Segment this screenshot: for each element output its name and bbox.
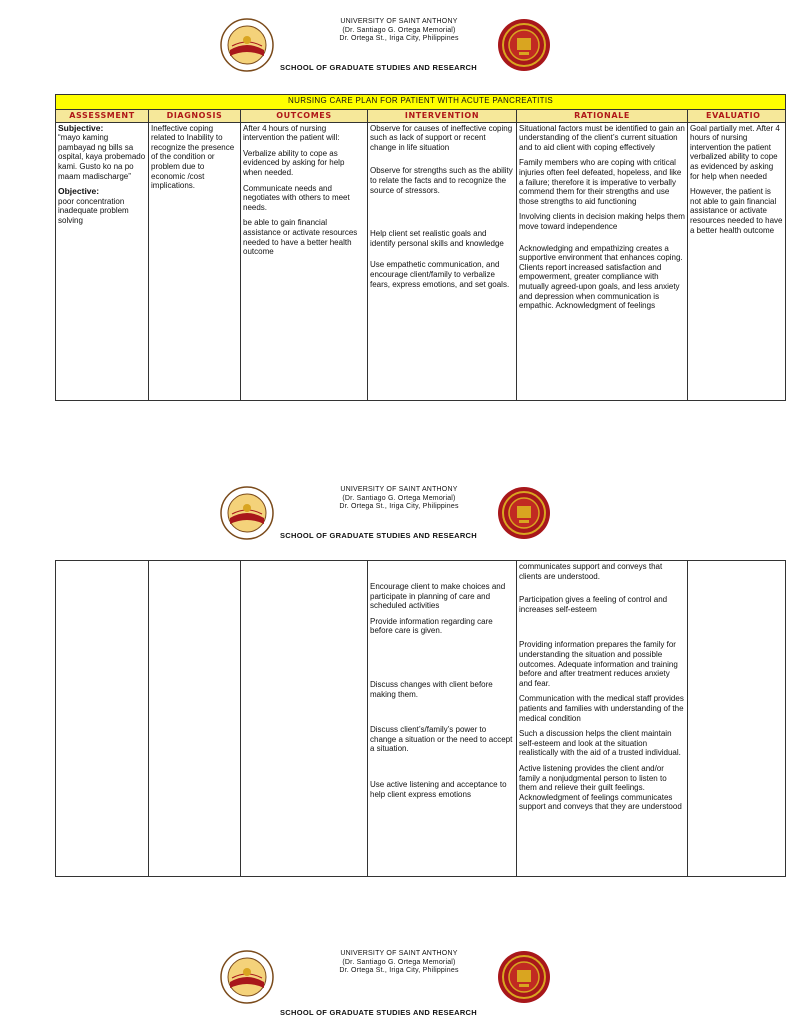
university-name-block [314, 18, 484, 44]
outcome-item: Communicate needs and negotiates with others to meet needs. [243, 183, 350, 212]
university-seal-left-icon [220, 18, 274, 72]
school-name: SCHOOL OF GRADUATE STUDIES AND RESEARCH [280, 1008, 477, 1017]
rationale-item: communicates support and conveys that clients are understood. [519, 562, 663, 581]
university-address: Dr. Ortega St., Iriga City, Philippines [339, 967, 459, 974]
rationale-item: Active listening provides the client and/or family a nonjudgmental person to listen to them and relieve their guilt feelings. Acknowledgment of feelings communicates support and conveys that they are understood [519, 763, 682, 812]
rationale-item: Situational factors must be identified to gain an understanding of the client’s current situation and to aid client with coping effectively [519, 123, 685, 152]
rationale-item: Involving clients in decision making helps them move toward independence [519, 212, 685, 231]
university-seal-left-icon [220, 486, 274, 540]
column-header-outcomes: OUTCOMES [241, 110, 368, 123]
outcomes-cell [241, 122, 368, 400]
column-header-intervention: INTERVENTION [368, 110, 517, 123]
rationale-item: Participation gives a feeling of control and increases self-esteem [519, 595, 668, 614]
subjective-text: “mayo kaming pambayad ng bills sa ospital, kaya probemado kami. Gusto ko na po maam madischarge” [58, 133, 146, 181]
evaluation-item: Goal partially met. After 4 hours of nursing intervention the patient verbalized ability to cope as evidenced by asking for help when needed [690, 123, 780, 181]
page-header-1 [0, 18, 768, 78]
page-2-table-area [0, 560, 768, 878]
rationale-cell [517, 561, 688, 877]
school-name: SCHOOL OF GRADUATE STUDIES AND RESEARCH [280, 531, 477, 540]
university-name: UNIVERSITY OF SAINT ANTHONY [340, 486, 458, 493]
university-name: UNIVERSITY OF SAINT ANTHONY [340, 18, 458, 25]
university-memorial: (Dr. Santiago G. Ortega Memorial) [342, 494, 456, 502]
diagnosis-cell [149, 122, 241, 400]
rationale-item: Providing information prepares the family for understanding the situation and possible outcomes. Adequate information and training before and after treatment reduces anxiety and fear. [519, 640, 678, 688]
intervention-item: Observe for strengths such as the ability to relate the facts and to recognize the source of stressors. [370, 166, 513, 195]
university-name-block [314, 950, 484, 976]
care-plan-table-continued [55, 560, 786, 877]
care-plan-title: NURSING CARE PLAN FOR PATIENT WITH ACUTE PANCREATITIS [56, 95, 786, 110]
rationale-item: Acknowledging and empathizing creates a supportive environment that enhances coping. Clients report increased satisfaction and empowerment, greater compliance with mutually agreed-upon goals, and less anxiety and depression when communication is empathic. Acknowledgment of feelings [519, 243, 683, 311]
intervention-cell [368, 561, 517, 877]
intervention-item: Discuss client’s/family’s power to change a situation or the need to accept a situation. [370, 725, 513, 754]
column-header-evaluation: EVALUATIO [688, 110, 786, 123]
assessment-cell [56, 122, 149, 400]
page-header-3 [0, 950, 768, 1017]
outcome-item: be able to gain financial assistance or activate resources needed to have a better health outcome [243, 218, 358, 257]
diagnosis-cell [149, 561, 241, 877]
objective-label: Objective: [58, 186, 100, 197]
outcome-item: Verbalize ability to cope as evidenced by asking for help when needed. [243, 148, 345, 177]
intervention-item: Help client set realistic goals and identify personal skills and knowledge [370, 229, 504, 248]
graduate-school-seal-right-icon [497, 18, 551, 72]
page-header-2 [0, 486, 768, 546]
outcomes-cell [241, 561, 368, 877]
intervention-item: Use empathetic communication, and encourage client/family to verbalize fears, express emotions, and set goals. [370, 260, 510, 289]
intervention-item: Discuss changes with client before making them. [370, 679, 493, 699]
intervention-cell [368, 122, 517, 400]
university-seal-left-icon [220, 950, 274, 1004]
assessment-cell [56, 561, 149, 877]
evaluation-cell [688, 122, 786, 400]
evaluation-cell [688, 561, 786, 877]
outcome-item: After 4 hours of nursing intervention the patient will: [243, 123, 340, 143]
graduate-school-seal-right-icon [497, 486, 551, 540]
rationale-item: Family members who are coping with critical injuries often feel defeated, hopeless, and like a failure; therefore it is imperative to verbally commend them for their strengths and use those strengths to aid functioning [519, 158, 682, 206]
evaluation-item: However, the patient is not able to gain financial assistance or activate resources needed to have a better health outcome [690, 187, 783, 235]
column-header-diagnosis: DIAGNOSIS [149, 110, 241, 123]
university-address: Dr. Ortega St., Iriga City, Philippines [339, 35, 459, 42]
university-address: Dr. Ortega St., Iriga City, Philippines [339, 503, 459, 510]
school-name: SCHOOL OF GRADUATE STUDIES AND RESEARCH [280, 63, 477, 72]
university-name-block [314, 486, 484, 512]
intervention-item: Provide information regarding care before care is given. [370, 616, 493, 636]
rationale-item: Such a discussion helps the client maintain self-esteem and look at the situation realistically with the aid of a trusted individual. [519, 729, 681, 758]
university-memorial: (Dr. Santiago G. Ortega Memorial) [342, 26, 456, 34]
rationale-cell [517, 122, 688, 400]
column-header-rationale: RATIONALE [517, 110, 688, 123]
care-plan-table [55, 94, 786, 401]
subjective-label: Subjective: [58, 122, 104, 133]
objective-text: poor concentration inadequate problem solving [58, 196, 129, 225]
column-header-assessment: ASSESSMENT [56, 110, 149, 123]
rationale-item: Communication with the medical staff provides patients and families with understanding of the medical condition [519, 694, 684, 723]
intervention-item: Observe for causes of ineffective coping such as lack of support or recent change in life situation [370, 123, 513, 152]
intervention-item: Encourage client to make choices and participate in planning of care and scheduled activities [370, 582, 506, 611]
university-name: UNIVERSITY OF SAINT ANTHONY [340, 950, 458, 957]
intervention-item: Use active listening and acceptance to help client express emotions [370, 779, 507, 799]
graduate-school-seal-right-icon [497, 950, 551, 1004]
page-1-table-area [0, 94, 783, 410]
diagnosis-text: Ineffective coping related to Inability to recognize the presence of the condition or problem due to economic /cost implications. [151, 123, 235, 191]
university-memorial: (Dr. Santiago G. Ortega Memorial) [342, 958, 456, 966]
